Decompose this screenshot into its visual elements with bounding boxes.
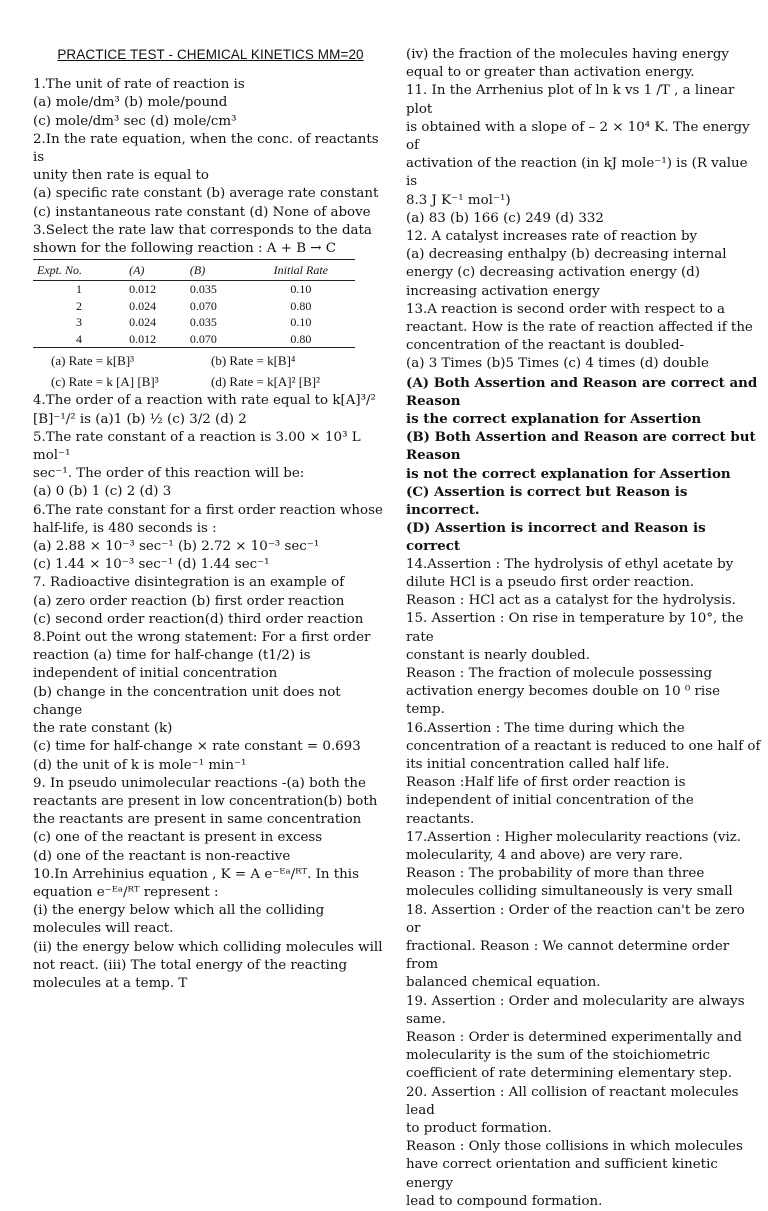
question-line: fractional. Reason : We cannot determine order from — [406, 938, 730, 973]
question-line: 5.The rate constant of a reaction is 3.00 × 10³ L mol⁻¹ — [33, 429, 361, 464]
table-header: (B) — [186, 260, 247, 281]
question-line: energy (c) decreasing activation energy (d) — [406, 265, 700, 281]
table-header: (A) — [125, 260, 186, 281]
question-line: (a) 83 (b) 166 (c) 249 (d) 332 — [406, 210, 604, 226]
rate-option-c: (c) Rate = k [A] [B]³ — [51, 374, 159, 390]
question-line: activation of the reaction (in kJ mole⁻¹) is (R value is — [406, 156, 748, 190]
question-line: (c) second order reaction(d) third order reaction — [33, 611, 364, 627]
table-cell: 0.070 — [186, 331, 247, 348]
question-line: [B]⁻¹/² is (a)1 (b) ½ (c) 3/2 (d) 2 — [33, 411, 247, 427]
question-line: 8.Point out the wrong statement: For a first order — [33, 630, 371, 646]
question-line: independent of initial concentration — [33, 666, 278, 682]
question-line: 6.The rate constant for a first order reaction whose — [33, 502, 383, 518]
question-line: molecularity is the sum of the stoichiometric — [406, 1048, 711, 1064]
table-row — [33, 281, 355, 298]
question-line: Reason :Half life of first order reaction is — [406, 775, 686, 791]
question-line: reactants are present in low concentration(b) both — [33, 793, 378, 809]
question-line: lead to compound formation. — [406, 1193, 603, 1209]
question-line: 8.3 J K⁻¹ mol⁻¹) — [406, 192, 511, 208]
table-cell: 0.070 — [189, 298, 217, 313]
question-line: constant is nearly doubled. — [406, 647, 590, 663]
question-line: (ii) the energy below which colliding molecules will — [33, 939, 383, 955]
table-row — [33, 331, 355, 348]
instruction-line: (D) Assertion is incorrect and Reason is correct — [406, 520, 706, 555]
question-line: (a) 2.88 × 10⁻³ sec⁻¹ (b) 2.72 × 10⁻³ sec⁻¹ — [33, 539, 320, 555]
question-line: concentration of the reactant is doubled- — [406, 338, 685, 354]
question-line: independent of initial concentration of the reactants. — [406, 793, 694, 827]
question-line: (a) mole/dm³ (b) mole/pound — [33, 95, 228, 111]
table-row — [33, 298, 355, 315]
question-line: activation energy becomes double on 10 ⁰ rise temp. — [406, 684, 721, 718]
question-line: 18. Assertion : Order of the reaction can't be zero or — [406, 902, 745, 936]
question-line: (d) one of the reactant is non-reactive — [33, 848, 291, 864]
instruction-line: (A) Both Assertion and Reason are correct and Reason — [406, 374, 758, 409]
question-line: (iv) the fraction of the molecules having energy — [406, 47, 729, 62]
question-line: (a) decreasing enthalpy (b) decreasing internal — [406, 247, 727, 263]
question-line: 1.The unit of rate of reaction is — [33, 77, 245, 93]
assertion-reason-instructions — [406, 374, 762, 556]
table-cell: 0.024 — [129, 298, 157, 313]
table-header: Expt. No. — [33, 260, 125, 281]
table-cell: 0.035 — [189, 315, 217, 330]
question-line: 3.Select the rate law that corresponds to the data — [33, 222, 372, 238]
page-title: PRACTICE TEST - CHEMICAL KINETICS MM=20 — [57, 47, 364, 62]
question-line: reactant. How is the rate of reaction affected if the — [406, 320, 753, 336]
question-line: (a) zero order reaction (b) first order reaction — [33, 593, 345, 609]
question-line: 2.In the rate equation, when the conc. of reactants is — [33, 131, 379, 166]
question-line: reaction (a) time for half-change (t1/2) is — [33, 648, 311, 664]
question-line: 4.The order of a reaction with rate equal to k[A]³/² — [33, 393, 376, 409]
question-line: Reason : Only those collisions in which molecules — [406, 1139, 743, 1155]
question-line: (a) 0 (b) 1 (c) 2 (d) 3 — [33, 484, 172, 500]
instruction-line: (B) Both Assertion and Reason are correct but Reason — [406, 429, 756, 464]
table-row — [33, 314, 355, 331]
right-column — [406, 46, 762, 1211]
question-line: (c) instantaneous rate constant (d) None of above — [33, 204, 371, 220]
table-header-row — [33, 260, 355, 281]
question-line: molecularity, 4 and above) are very rare. — [406, 847, 683, 863]
table-cell: 0.10 — [290, 315, 312, 330]
question-line: its initial concentration called half life. — [406, 756, 670, 772]
question-line: to product formation. — [406, 1120, 552, 1136]
question-line: Reason : Order is determined experimentally and — [406, 1029, 742, 1045]
table-cell: 0.10 — [290, 282, 312, 297]
question-line: molecules at a temp. T — [33, 975, 188, 991]
question-line: unity then rate is equal to — [33, 168, 209, 184]
questions-1-3 — [33, 76, 388, 258]
table-cell: 0.80 — [290, 298, 312, 313]
question-line: concentration of a reactant is reduced to one half of — [406, 738, 761, 754]
table-cell: 0.024 — [129, 315, 157, 330]
question-line: 9. In pseudo unimolecular reactions -(a) both the — [33, 775, 366, 791]
question-line: coefficient of rate determining elementary step. — [406, 1066, 732, 1082]
question-line: (a) 3 Times (b)5 Times (c) 4 times (d) double — [406, 356, 709, 372]
question-line: (c) time for half-change × rate constant = 0.693 — [33, 739, 361, 755]
question-line: 7. Radioactive disintegration is an example of — [33, 575, 345, 591]
question-line: (c) one of the reactant is present in excess — [33, 830, 323, 846]
instruction-line: (C) Assertion is correct but Reason is incorrect. — [406, 483, 688, 519]
question-line: 14.Assertion : The hydrolysis of ethyl acetate by — [406, 556, 734, 572]
question-line: half-life, is 480 seconds is : — [33, 520, 217, 536]
table-cell: 0.80 — [247, 331, 355, 348]
question-line: (a) specific rate constant (b) average rate constant — [33, 186, 379, 202]
question-line: 20. Assertion : All collision of reactant molecules lead — [406, 1084, 739, 1118]
question-line: 19. Assertion : Order and molecularity are always — [406, 993, 745, 1009]
rate-option-b: (b) Rate = k[B]⁴ — [211, 353, 296, 369]
question-line: molecules colliding simultaneously is very small — [406, 884, 733, 900]
question-line: Reason : The fraction of molecule possessing — [406, 665, 713, 681]
question-line: is obtained with a slope of – 2 × 10⁴ K. The energy of — [406, 119, 750, 154]
question-line: (d) the unit of k is mole⁻¹ min⁻¹ — [33, 757, 247, 773]
question-line: (i) the energy below which all the colliding — [33, 903, 325, 919]
table-cell: 4 — [33, 331, 125, 348]
instruction-line: is not the correct explanation for Assertion — [406, 465, 731, 482]
rate-law-options — [33, 350, 388, 392]
question-line: Reason : HCl act as a catalyst for the hydrolysis. — [406, 593, 736, 609]
table-cell: 3 — [76, 315, 83, 330]
question-line: equation e⁻ᴱᵃ/ᴿᵀ represent : — [33, 884, 219, 900]
question-line: the reactants are present in same concentration — [33, 812, 362, 828]
question-line: (c) 1.44 × 10⁻³ sec⁻¹ (d) 1.44 sec⁻¹ — [33, 557, 270, 573]
table-cell: 2 — [76, 298, 83, 313]
question-line: dilute HCl is a pseudo first order reaction. — [406, 574, 695, 590]
question-line: sec⁻¹. The order of this reaction will be: — [33, 466, 305, 482]
question-line: 12. A catalyst increases rate of reaction by — [406, 229, 698, 245]
instruction-line: is the correct explanation for Assertion — [406, 411, 702, 428]
rate-option-a: (a) Rate = k[B]³ — [51, 353, 135, 369]
question-line: the rate constant (k) — [33, 721, 173, 737]
question-line: 16.Assertion : The time during which the — [406, 720, 685, 736]
questions-14-20 — [406, 556, 762, 1211]
questions-4-10 — [33, 392, 388, 993]
question-line: increasing activation energy — [406, 283, 600, 299]
question-line: shown for the following reaction : A + B → C — [33, 241, 337, 257]
question-line: (c) mole/dm³ sec (d) mole/cm³ — [33, 113, 237, 129]
question-line: 17.Assertion : Higher molecularity reactions (viz. — [406, 829, 742, 845]
table-cell: 0.035 — [189, 282, 217, 297]
table-cell: 1 — [76, 282, 83, 297]
questions-10-13 — [406, 46, 762, 374]
rate-data-table — [33, 259, 355, 348]
table-cell: 0.012 — [125, 331, 186, 348]
left-column — [33, 46, 388, 993]
question-line: 15. Assertion : On rise in temperature by 10°, the rate — [406, 611, 744, 645]
rate-option-d: (d) Rate = k[A]² [B]² — [211, 374, 320, 390]
question-line: (b) change in the concentration unit does not change — [33, 684, 341, 718]
question-line: have correct orientation and sufficient kinetic energy — [406, 1157, 718, 1191]
question-line: 13.A reaction is second order with respect to a — [406, 301, 725, 317]
question-line: molecules will react. — [33, 921, 174, 937]
question-line: 10.In Arrehinius equation , K = A e⁻ᴱᵃ/ᴿᵀ. In this — [33, 866, 359, 882]
question-line: not react. (iii) The total energy of the reacting — [33, 957, 348, 973]
question-line: Reason : The probability of more than three — [406, 866, 705, 882]
table-header: Initial Rate — [247, 260, 355, 281]
question-line: equal to or greater than activation energy. — [406, 65, 695, 81]
table-cell: 0.012 — [129, 282, 157, 297]
question-line: same. — [406, 1011, 446, 1027]
question-line: 11. In the Arrhenius plot of ln k vs 1 /T , a linear plot — [406, 83, 735, 117]
question-line: balanced chemical equation. — [406, 975, 601, 991]
